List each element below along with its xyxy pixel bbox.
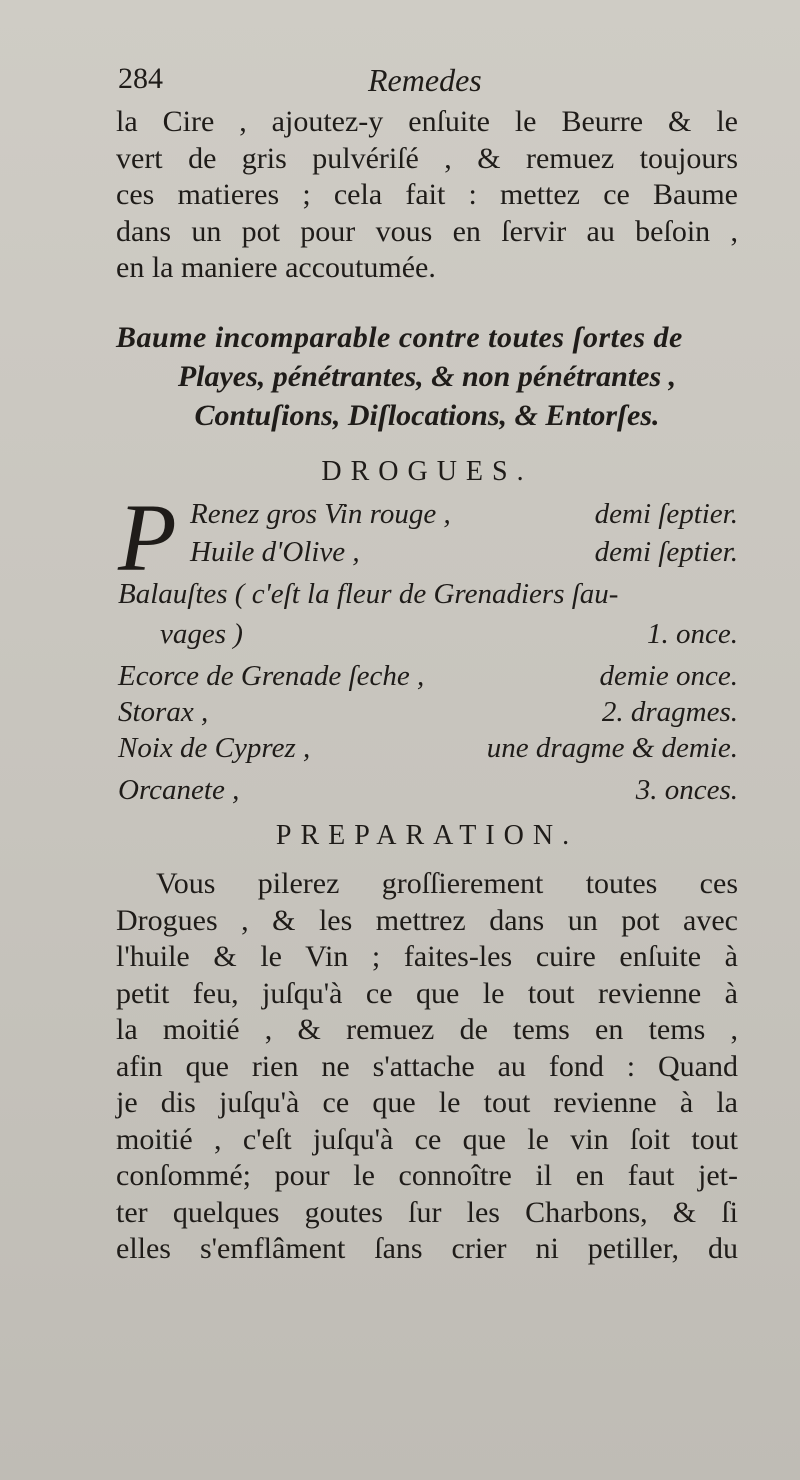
text-line: conſommé; pour le connoître il en faut jet- bbox=[116, 1159, 738, 1192]
ingredient-quantity: 2. dragmes. bbox=[601, 696, 738, 728]
ingredient-quantity: 3. onces. bbox=[635, 774, 738, 806]
preparation-heading: PREPARATION. bbox=[275, 820, 579, 851]
running-head: Remedes bbox=[368, 62, 482, 98]
text-line: Drogues , & les mettrez dans un pot avec bbox=[116, 903, 738, 937]
text-line: dans un pot pour vous en ſervir au beſoin , bbox=[116, 214, 738, 248]
text-line: la moitié , & remuez de tems en tems , bbox=[116, 1013, 738, 1046]
text-line: afin que rien ne s'attache au fond : Quand bbox=[116, 1049, 738, 1083]
ingredient-row bbox=[190, 536, 738, 572]
page-header bbox=[118, 62, 728, 102]
title-line: Baume incomparable contre toutes ſortes de bbox=[116, 321, 683, 354]
ingredient-name: vages ) bbox=[160, 618, 243, 650]
ingredient-quantity: demi ſeptier. bbox=[594, 536, 738, 568]
ingredient-quantity: une dragme & demie. bbox=[486, 732, 738, 764]
ingredient-row bbox=[160, 618, 738, 654]
intro-paragraph bbox=[116, 104, 738, 287]
text-line: Vous pilerez groſſierement toutes ces bbox=[156, 867, 738, 900]
ingredient-name: Storax , bbox=[118, 696, 209, 728]
ingredient-row bbox=[118, 732, 738, 768]
ingredient-row bbox=[190, 498, 738, 534]
text-line: l'huile & le Vin ; faites-les cuire enſuite à bbox=[116, 940, 738, 973]
title-line: Playes, pénétrantes, & non pénétrantes , bbox=[177, 360, 677, 393]
text-line: elles s'emflâment ſans crier ni petiller, du bbox=[116, 1232, 738, 1265]
recipe-title bbox=[116, 318, 738, 435]
ingredient-quantity: 1. once. bbox=[647, 618, 738, 650]
ingredient-name: Noix de Cyprez , bbox=[118, 732, 311, 764]
title-line: Contuſions, Diſlocations, & Entorſes. bbox=[194, 399, 660, 432]
ingredient-row bbox=[118, 774, 738, 810]
text-line: moitié , c'eſt juſqu'à ce que le vin ſoit tout bbox=[116, 1122, 738, 1156]
text-line: ter quelques goutes ſur les Charbons, & ſi bbox=[116, 1195, 738, 1229]
text-line: vert de gris pulvériſé , & remuez toujours bbox=[116, 141, 738, 175]
ingredient-quantity: demi ſeptier. bbox=[594, 498, 738, 530]
ingredient-name: Ecorce de Grenade ſeche , bbox=[118, 660, 425, 692]
text-line: ces matieres ; cela fait : mettez ce Baume bbox=[116, 178, 738, 211]
drop-cap: P bbox=[118, 484, 177, 591]
ingredient-row bbox=[118, 696, 738, 732]
text-line: je dis juſqu'à ce que le tout revienne à la bbox=[116, 1086, 738, 1119]
ingredient-name: Balauſtes ( c'eſt la fleur de Grenadiers ſau- bbox=[118, 578, 619, 610]
text-line: petit feu, juſqu'à ce que le tout revienne à bbox=[116, 976, 738, 1010]
ingredient-name: Renez gros Vin rouge , bbox=[190, 498, 451, 530]
ingredient-name: Huile d'Olive , bbox=[190, 536, 360, 568]
ingredient-quantity: demie once. bbox=[599, 660, 738, 692]
text-line: en la maniere accoutumée. bbox=[116, 251, 436, 284]
text-line: la Cire , ajoutez-y enſuite le Beurre & le bbox=[116, 105, 738, 138]
ingredient-row bbox=[118, 660, 738, 696]
drogues-heading: DROGUES. bbox=[321, 456, 533, 487]
ingredient-row bbox=[118, 578, 738, 614]
ingredient-name: Orcanete , bbox=[118, 774, 240, 806]
preparation-paragraph bbox=[116, 866, 738, 1268]
page-number: 284 bbox=[118, 62, 163, 95]
